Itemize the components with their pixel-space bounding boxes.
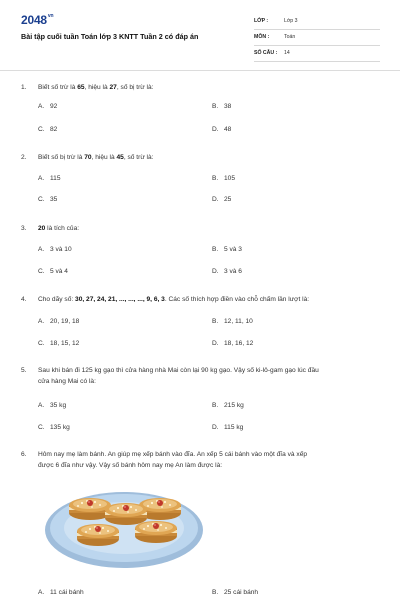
option-value: 18, 16, 12 bbox=[224, 340, 254, 347]
logo-text: 2048 bbox=[21, 13, 47, 27]
option-letter: A. bbox=[38, 589, 45, 596]
question-body: Biết số trừ là 65, hiệu là 27, số bị trừ là: bbox=[38, 84, 154, 91]
option-d[interactable] bbox=[212, 196, 231, 203]
question-number: 6. bbox=[21, 451, 27, 458]
question-number: 2. bbox=[21, 154, 27, 161]
option-value: 38 bbox=[224, 103, 232, 110]
option-c[interactable] bbox=[38, 340, 79, 347]
question-body-cont: được 6 đĩa như vậy. Vậy số bánh hôm nay mẹ An làm được là: bbox=[38, 462, 223, 469]
option-d[interactable] bbox=[212, 340, 253, 347]
option-c[interactable] bbox=[38, 424, 70, 431]
option-value: 215 kg bbox=[224, 402, 244, 409]
option-letter: B. bbox=[212, 318, 219, 325]
option-d[interactable] bbox=[212, 424, 243, 431]
option-letter: B. bbox=[212, 589, 219, 596]
option-value: 135 kg bbox=[50, 424, 70, 431]
option-b[interactable] bbox=[212, 402, 244, 409]
option-value: 35 kg bbox=[50, 402, 67, 409]
cake-plate-illustration bbox=[43, 484, 206, 572]
cake-4 bbox=[77, 524, 119, 546]
option-value: 35 bbox=[50, 196, 58, 203]
option-letter: A. bbox=[38, 318, 45, 325]
option-value: 82 bbox=[50, 126, 58, 133]
option-c[interactable] bbox=[38, 126, 57, 133]
option-a[interactable] bbox=[38, 589, 84, 596]
site-logo[interactable] bbox=[21, 13, 53, 27]
question-number: 5. bbox=[21, 367, 27, 374]
question-body: Sau khi bán đi 125 kg gạo thì cửa hàng nhà Mai còn lại 90 kg gạo. Vậy số ki-lô-gam gạo lúc đầu bbox=[38, 367, 319, 374]
option-b[interactable] bbox=[212, 103, 231, 110]
option-d[interactable] bbox=[212, 268, 242, 275]
option-value: 12, 11, 10 bbox=[224, 318, 253, 325]
meta-table bbox=[254, 14, 380, 62]
option-b[interactable] bbox=[212, 318, 253, 325]
option-value: 115 kg bbox=[224, 424, 244, 431]
question-body: 20 là tích của: bbox=[38, 225, 80, 232]
option-d[interactable] bbox=[212, 126, 231, 133]
option-a[interactable] bbox=[38, 318, 79, 325]
option-value: 105 bbox=[224, 175, 236, 182]
option-value: 115 bbox=[50, 175, 61, 182]
question-text bbox=[21, 82, 381, 93]
option-value: 5 và 3 bbox=[224, 246, 242, 253]
meta-key: MÔN : bbox=[254, 34, 270, 40]
option-letter: A. bbox=[38, 246, 45, 253]
option-c[interactable] bbox=[38, 196, 57, 203]
option-b[interactable] bbox=[212, 175, 235, 182]
question-number: 4. bbox=[21, 296, 27, 303]
option-letter: A. bbox=[38, 175, 45, 182]
option-value: 5 và 4 bbox=[50, 268, 68, 275]
option-b[interactable] bbox=[212, 589, 258, 596]
option-letter: B. bbox=[212, 402, 219, 409]
question-body: Cho dãy số: 30, 27, 24, 21, ..., ..., ..., 9, 6, 3. Các số thích hợp điền vào chỗ chấm lần lượt là: bbox=[38, 296, 310, 303]
option-letter: D. bbox=[212, 126, 219, 133]
option-c[interactable] bbox=[38, 268, 68, 275]
option-value: 3 và 10 bbox=[50, 246, 72, 253]
cake-5 bbox=[135, 521, 177, 543]
meta-value: 14 bbox=[284, 50, 290, 56]
option-letter: C. bbox=[38, 340, 45, 347]
meta-key: LỚP : bbox=[254, 18, 269, 24]
option-letter: C. bbox=[38, 424, 45, 431]
meta-value: Toán bbox=[284, 34, 296, 40]
meta-row-count bbox=[254, 46, 380, 62]
option-a[interactable] bbox=[38, 402, 66, 409]
option-value: 25 cái bánh bbox=[224, 589, 259, 596]
logo-suffix: vn bbox=[47, 13, 54, 19]
meta-row-subject bbox=[254, 30, 380, 46]
option-letter: A. bbox=[38, 402, 45, 409]
option-letter: D. bbox=[212, 340, 219, 347]
option-value: 11 cái bánh bbox=[50, 589, 84, 596]
question-number: 1. bbox=[21, 84, 27, 91]
option-value: 3 và 6 bbox=[224, 268, 242, 275]
option-letter: D. bbox=[212, 196, 219, 203]
option-a[interactable] bbox=[38, 103, 57, 110]
option-a[interactable] bbox=[38, 175, 61, 182]
question-body: Biết số bị trừ là 70, hiệu là 45, số trừ là: bbox=[38, 154, 154, 161]
meta-value: Lớp 3 bbox=[284, 18, 298, 24]
option-value: 20, 19, 18 bbox=[50, 318, 80, 325]
option-letter: D. bbox=[212, 424, 219, 431]
worksheet-header bbox=[0, 0, 400, 71]
question-text bbox=[21, 449, 381, 471]
question-number: 3. bbox=[21, 225, 27, 232]
option-letter: C. bbox=[38, 196, 45, 203]
option-value: 18, 15, 12 bbox=[50, 340, 80, 347]
option-letter: B. bbox=[212, 246, 219, 253]
option-value: 48 bbox=[224, 126, 232, 133]
option-letter: A. bbox=[38, 103, 45, 110]
option-letter: C. bbox=[38, 268, 45, 275]
question-body-cont: cửa hàng Mai có là: bbox=[38, 378, 96, 385]
cake-plate-image bbox=[43, 484, 206, 572]
option-letter: B. bbox=[212, 103, 219, 110]
question-text bbox=[21, 152, 381, 163]
cake-3 bbox=[105, 503, 147, 525]
cake-1 bbox=[69, 498, 111, 520]
question-text bbox=[21, 223, 381, 234]
question-text bbox=[21, 365, 381, 387]
option-letter: C. bbox=[38, 126, 45, 133]
option-b[interactable] bbox=[212, 246, 242, 253]
option-value: 92 bbox=[50, 103, 58, 110]
option-a[interactable] bbox=[38, 246, 72, 253]
option-value: 25 bbox=[224, 196, 232, 203]
worksheet-title: Bài tập cuối tuần Toán lớp 3 KNTT Tuần 2 có đáp án bbox=[21, 32, 199, 41]
option-letter: B. bbox=[212, 175, 219, 182]
question-text bbox=[21, 294, 381, 305]
meta-row-class bbox=[254, 14, 380, 30]
question-body: Hôm nay mẹ làm bánh. An giúp mẹ xếp bánh vào đĩa. An xếp 5 cái bánh vào một đĩa và xếp bbox=[38, 451, 308, 458]
option-letter: D. bbox=[212, 268, 219, 275]
meta-key: SỐ CÂU : bbox=[254, 50, 278, 56]
